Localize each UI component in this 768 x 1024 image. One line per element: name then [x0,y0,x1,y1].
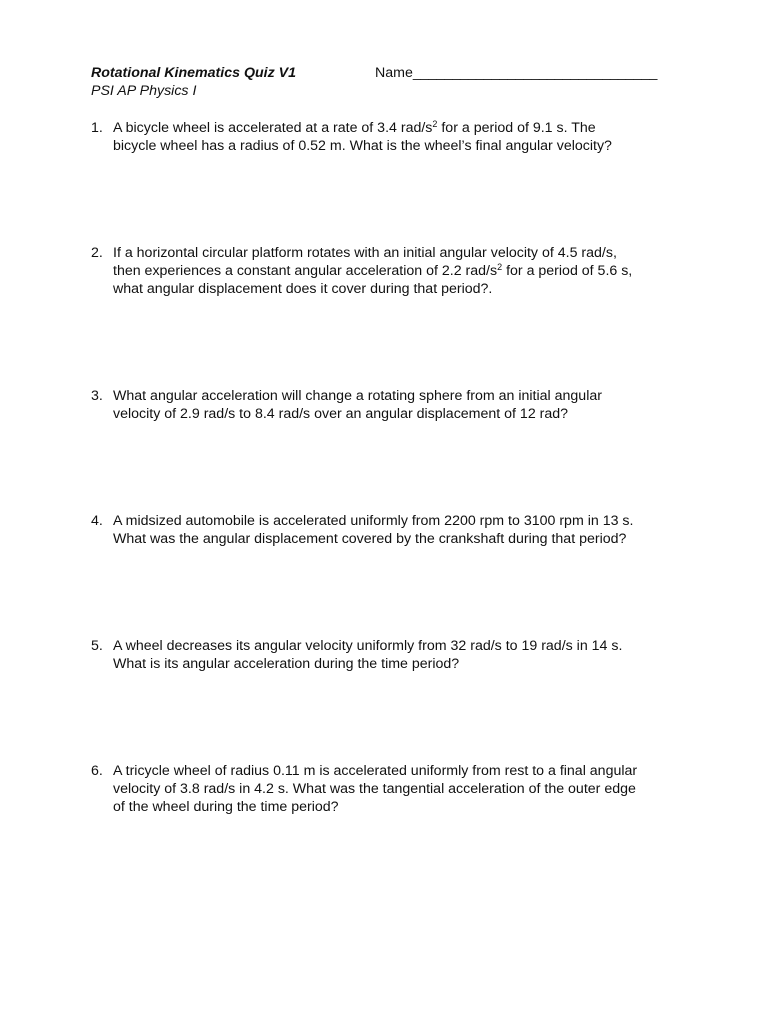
question-text [113,244,683,298]
course-label: PSI AP Physics I [91,83,197,99]
question-line: What is its angular acceleration during the time period? [113,656,460,672]
question-text [113,637,683,673]
question-4 [91,512,691,548]
question-6 [91,762,691,816]
question-line: What was the angular displacement covered by the crankshaft during that period? [113,531,627,547]
question-line: A bicycle wheel is accelerated at a rate of 3.4 rad/$s^2$ for a period of 9.1 s. The [113,119,596,136]
question-number: 1. [91,120,103,136]
question-text [113,387,683,423]
question-line: bicycle wheel has a radius of 0.52 m. What is the wheel’s final angular velocity? [113,138,612,154]
question-2 [91,244,691,298]
question-line: what angular displacement does it cover during that period?. [113,281,493,297]
question-5 [91,637,691,673]
question-line: A midsized automobile is accelerated uniformly from 2200 rpm to 3100 rpm in 13 s. [113,513,634,529]
superscript: 2 [432,119,438,129]
question-number: 5. [91,638,103,654]
quiz-header [91,64,691,100]
question-3 [91,387,691,423]
question-line: velocity of 3.8 rad/s in 4.2 s. What was the tangential acceleration of the outer edge [113,781,636,797]
question-number: 3. [91,388,103,404]
name-field: Name_______________________________ [375,65,658,81]
question-number: 4. [91,513,103,529]
question-line: What angular acceleration will change a rotating sphere from an initial angular [113,388,602,404]
question-text [113,762,683,816]
superscript: 2 [497,262,503,272]
question-text [113,119,683,155]
question-line: A wheel decreases its angular velocity uniformly from 32 rad/s to 19 rad/s in 14 s. [113,638,623,654]
question-line: velocity of 2.9 rad/s to 8.4 rad/s over an angular displacement of 12 rad? [113,406,569,422]
header-row [91,64,691,82]
question-number: 6. [91,763,103,779]
question-line: If a horizontal circular platform rotates with an initial angular velocity of 4.5 rad/s, [113,245,617,261]
question-line: then experiences a constant angular acceleration of 2.2 rad/$s^2$ for a period of 5.6 s, [113,262,633,279]
question-line: A tricycle wheel of radius 0.11 m is accelerated uniformly from rest to a final angular [113,763,638,779]
question-number: 2. [91,245,103,261]
question-1 [91,119,691,155]
quiz-title: Rotational Kinematics Quiz V1 [91,65,296,81]
question-text [113,512,683,548]
question-line: of the wheel during the time period? [113,799,339,815]
